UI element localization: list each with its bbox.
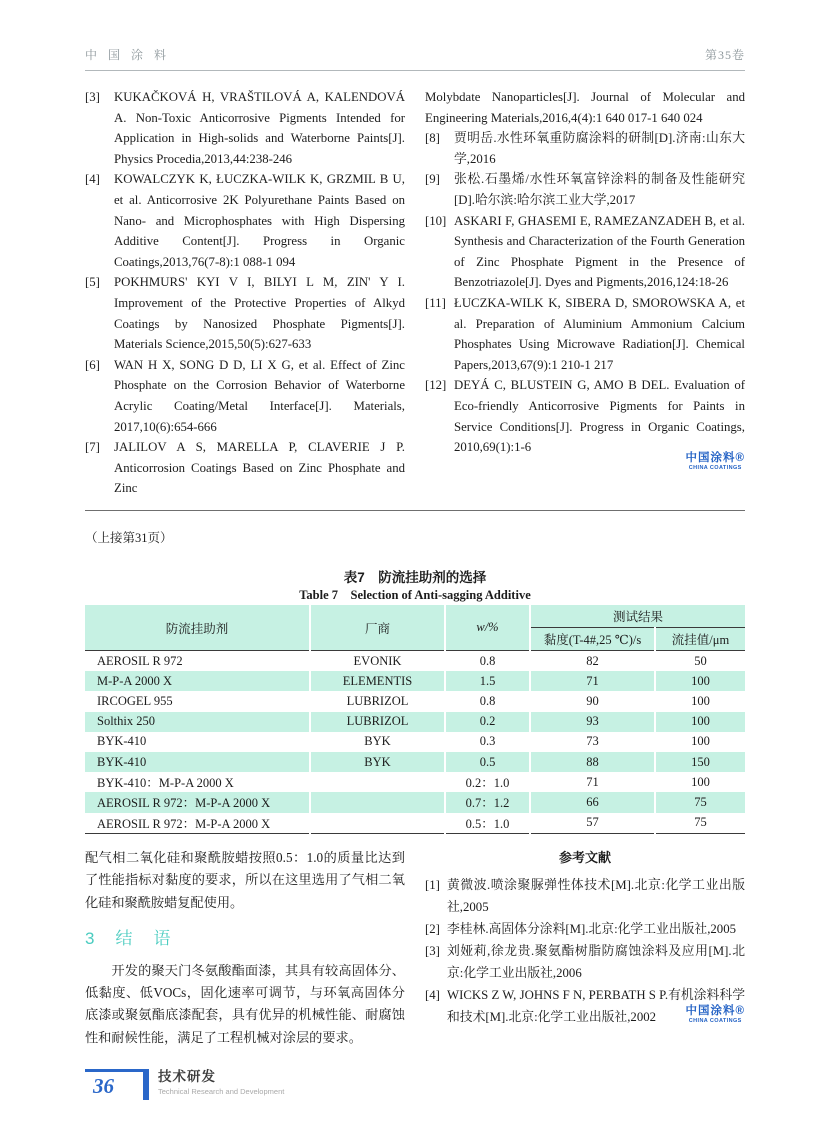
- reference-number: [3]: [85, 90, 100, 104]
- cell-vendor: LUBRIZOL: [310, 691, 445, 711]
- cell-viscosity: 88: [530, 752, 655, 772]
- page-footer: [85, 1069, 284, 1100]
- reference-text: ASKARI F, GHASEMI E, RAMEZANZADEH B, et al. Synthesis and Characterization of the Fourth Generation of Zinc Phosphate Pigment in the Presence of Benzotriazole[J]. Dyes and Pigments,2016,124:18-26: [454, 213, 745, 290]
- cell-additive: BYK-410：M-P-A 2000 X: [97, 776, 234, 791]
- reference-number: [2]: [425, 922, 440, 936]
- cell-vendor: EVONIK: [310, 651, 445, 672]
- cell-weight: 0.5：1.0: [445, 813, 530, 834]
- cell-weight: 0.5: [445, 752, 530, 772]
- page-number: 36: [85, 1069, 143, 1099]
- cell-viscosity: 82: [530, 651, 655, 672]
- cell-additive: AEROSIL R 972：M-P-A 2000 X: [97, 796, 271, 811]
- column-header-weight-percent: w/%: [445, 605, 530, 651]
- table-row: [85, 691, 745, 711]
- journal-name: 中 国 涂 料: [85, 48, 171, 62]
- reference-text: JALILOV A S, MARELLA P, CLAVERIE J P. Anticorrosion Coatings Based on Zinc Phosphate and Zinc: [114, 440, 405, 496]
- column-header-vendor: 厂商: [310, 605, 445, 651]
- running-head: [85, 46, 745, 71]
- reference-text: POKHMURS' KYI V I, BILYI L M, ZIN' Y I. Improvement of the Protective Properties of Alkyd Coatings by Nanosized Phosphate Pigments[J]. Materials Science,2015,50(5):627-633: [114, 275, 405, 352]
- cell-sag: 100: [655, 691, 745, 711]
- table-row: [85, 772, 745, 792]
- footer-section-english: Technical Research and Development: [158, 1087, 285, 1096]
- cell-additive: BYK-410: [97, 734, 147, 749]
- reference-item: [425, 293, 745, 375]
- reference-item: [85, 437, 405, 499]
- cell-vendor: [310, 792, 445, 812]
- cell-weight: 0.2：1.0: [445, 772, 530, 792]
- reference-text: ŁUCZKA-WILK K, SIBERA D, SMOROWSKA A, et al. Preparation of Aluminium Ammonium Calcium Phosphates Using Microwave Radiation[J]. Chemical Papers,2013,67(9):1 210-1 217: [454, 295, 745, 372]
- reference-item: [425, 169, 745, 210]
- reference-number: [6]: [85, 357, 100, 372]
- reference-number: [12]: [425, 378, 447, 393]
- table-row: [85, 813, 745, 834]
- logo-chinese-text: 中国涂料®: [685, 1005, 745, 1017]
- volume-label: 第35卷: [704, 48, 745, 62]
- table-row: [85, 792, 745, 812]
- cell-vendor: BYK: [310, 752, 445, 772]
- footer-section-chinese: 技术研发: [158, 1069, 216, 1084]
- table-title-chinese: 表7 防流挂助剂的选择: [343, 570, 487, 585]
- reference-continuation: Molybdate Nanoparticles[J]. Journal of Molecular and Engineering Materials,2016,4(4):1 640 017-1 640 024: [425, 90, 745, 125]
- cell-additive: Solthix 250: [97, 714, 155, 729]
- reference-item: [85, 272, 405, 354]
- cell-additive: M-P-A 2000 X: [97, 673, 173, 688]
- section-heading-conclusion: 3 结 语: [85, 929, 173, 949]
- reference-number: [10]: [425, 213, 447, 228]
- reference-item: [85, 87, 405, 169]
- references-title: 参考文献: [558, 850, 611, 865]
- reference-number: [8]: [425, 131, 440, 146]
- cell-viscosity: 71: [530, 671, 655, 691]
- cell-weight: 0.7：1.2: [445, 792, 530, 812]
- section-divider: [85, 510, 745, 511]
- column-header-sag-value: 流挂值/μm: [655, 628, 745, 651]
- cell-viscosity: 57: [530, 813, 655, 834]
- reference-item: [425, 375, 745, 457]
- body-columns: [85, 847, 745, 1049]
- reference-text: KUKAČKOVÁ H, VRAŠTILOVÁ A, KALENDOVÁ A. Non-Toxic Anticorrosive Pigments Intended for Application in High-solids and Waterborne Paints[J]. Physics Procedia,2013,44:238-246: [114, 90, 405, 166]
- reference-number: [11]: [425, 295, 446, 310]
- reference-text: KOWALCZYK K, ŁUCZKA-WILK K, GRZMIL B U, et al. Anticorrosive 2K Polyurethane Paints Based on Nano- and Microphosphates with High Dispersing Additive Content[J]. Progress in Organic Coatings,2013,76(7-8):1 088-1 094: [114, 172, 405, 269]
- cell-viscosity: 93: [530, 712, 655, 732]
- cell-weight: 0.8: [445, 651, 530, 672]
- reference-number: [1]: [425, 878, 440, 892]
- reference-number: [9]: [425, 172, 440, 187]
- table-row: [85, 712, 745, 732]
- cell-sag: 100: [655, 772, 745, 792]
- reference-number: [7]: [85, 440, 100, 455]
- cell-vendor: ELEMENTIS: [310, 671, 445, 691]
- reference-item: [425, 940, 745, 984]
- reference-number: [3]: [425, 944, 440, 958]
- anti-sagging-additive-table: [85, 605, 745, 834]
- body-left-column: [85, 847, 405, 1049]
- table-row: [85, 752, 745, 772]
- cell-sag: 100: [655, 671, 745, 691]
- reference-text: WAN H X, SONG D D, LI X G, et al. Effect of Zinc Phosphate on the Corrosion Behavior of Waterborne Acrylic Coating/Metal Interface[J]. Materials, 2017,10(6):654-666: [114, 357, 405, 434]
- reference-number: [5]: [85, 275, 100, 290]
- table-header-row-1: [85, 605, 745, 628]
- cell-viscosity: 66: [530, 792, 655, 812]
- table-body: [85, 651, 745, 834]
- references-continued: [85, 87, 745, 499]
- reference-text: 贾明岳.水性环氧重防腐涂料的研制[D].济南:山东大学,2016: [454, 131, 745, 166]
- column-header-viscosity: 黏度(T-4#,25 ℃)/s: [530, 628, 655, 651]
- reference-item: [85, 355, 405, 437]
- reference-text: 张松.石墨烯/水性环氧富锌涂料的制备及性能研究[D].哈尔滨:哈尔滨工业大学,2017: [454, 172, 745, 207]
- cell-weight: 0.3: [445, 732, 530, 752]
- cell-vendor: [310, 772, 445, 792]
- cell-sag: 75: [655, 813, 745, 834]
- cell-sag: 75: [655, 792, 745, 812]
- cell-additive: BYK-410: [97, 754, 147, 769]
- reference-number: [4]: [85, 172, 100, 187]
- reference-item: [425, 918, 745, 940]
- logo-english-text: CHINA COATINGS: [688, 1017, 742, 1024]
- cell-viscosity: 73: [530, 732, 655, 752]
- reference-text: 黄微波.喷涂聚脲弹性体技术[M].北京:化学工业出版社,2005: [447, 878, 745, 914]
- china-coatings-logo: [686, 452, 745, 471]
- cell-additive: AEROSIL R 972：M-P-A 2000 X: [97, 816, 271, 831]
- column-header-test-result: 测试结果: [530, 605, 745, 628]
- cell-vendor: [310, 813, 445, 834]
- paragraph: 开发的聚天门冬氨酸酯面漆，其具有较高固体分、低黏度、低VOCs，固化速率可调节，与环氧高固体分底漆或聚氨酯底漆配套，具有优异的机械性能、耐腐蚀性和耐候性能，满足了工程机械对涂层的要求。: [85, 962, 405, 1045]
- cell-sag: 150: [655, 752, 745, 772]
- table-header: [85, 605, 745, 651]
- cell-viscosity: 90: [530, 691, 655, 711]
- cell-viscosity: 71: [530, 772, 655, 792]
- reference-item: [85, 169, 405, 272]
- cell-sag: 50: [655, 651, 745, 672]
- reference-text: 李桂林.高固体分涂料[M].北京:化学工业出版社,2005: [447, 922, 736, 936]
- footer-accent-bar: [143, 1069, 149, 1100]
- cell-sag: 100: [655, 732, 745, 752]
- footer-section: [158, 1069, 284, 1096]
- table-title-english: Table 7 Selection of Anti-sagging Additive: [299, 588, 531, 602]
- reference-text: 刘娅莉,徐龙贵.聚氨酯树脂防腐蚀涂料及应用[M].北京:化学工业出版社,2006: [447, 944, 745, 980]
- china-coatings-logo: [686, 1005, 745, 1024]
- references-right-column: [425, 87, 745, 499]
- cell-vendor: LUBRIZOL: [310, 712, 445, 732]
- cell-weight: 1.5: [445, 671, 530, 691]
- table-row: [85, 671, 745, 691]
- cell-sag: 100: [655, 712, 745, 732]
- table-row: [85, 651, 745, 672]
- reference-item: [425, 211, 745, 293]
- cell-additive: AEROSIL R 972: [97, 653, 183, 668]
- cell-weight: 0.2: [445, 712, 530, 732]
- references-left-column: [85, 87, 405, 499]
- paragraph: 配气相二氧化硅和聚酰胺蜡按照0.5：1.0的质量比达到了性能指标对黏度的要求，所以在这里选用了气相二氧化硅和聚酰胺蜡复配使用。: [85, 850, 405, 910]
- cell-additive: IRCOGEL 955: [97, 693, 173, 708]
- reference-item: [425, 874, 745, 918]
- logo-english-text: CHINA COATINGS: [688, 464, 742, 471]
- continuation-note: （上接第31页）: [85, 531, 173, 545]
- reference-item: [425, 128, 745, 169]
- logo-chinese-text: 中国涂料®: [685, 452, 745, 464]
- reference-text: WICKS Z W, JOHNS F N, PERBATH S P.有机涂料科学和技术[M].北京:化学工业出版社,2002: [447, 988, 745, 1024]
- table-row: [85, 732, 745, 752]
- reference-text: DEYÁ C, BLUSTEIN G, AMO B DEL. Evaluation of Eco-friendly Anticorrosive Pigments for Paints in Service Conditions[J]. Progress in Organic Coatings, 2010,69(1):1-6: [454, 378, 745, 455]
- column-header-additive: 防流挂助剂: [85, 605, 310, 651]
- cell-weight: 0.8: [445, 691, 530, 711]
- cell-vendor: BYK: [310, 732, 445, 752]
- reference-number: [4]: [425, 988, 440, 1002]
